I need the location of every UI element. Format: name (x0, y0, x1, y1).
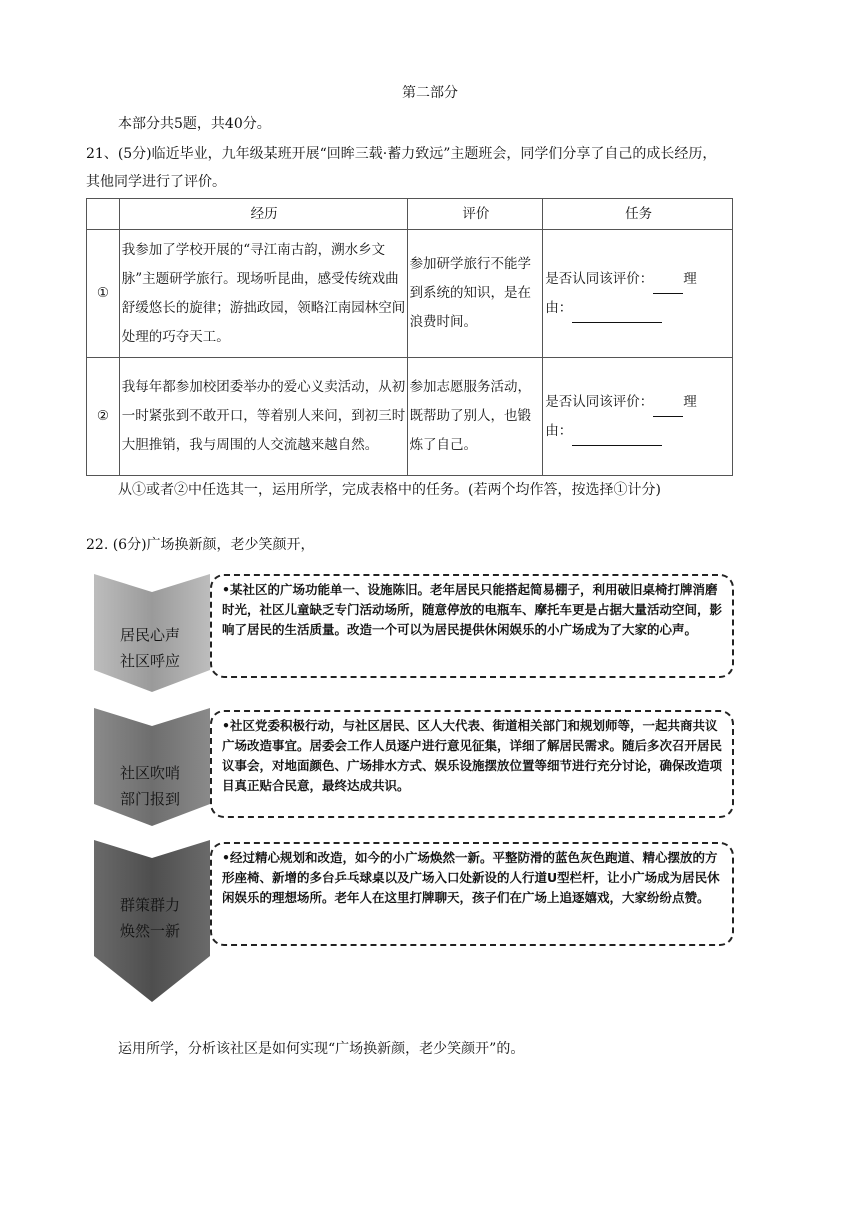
step-arrow-3 (90, 836, 214, 1006)
header-experience: 经历 (119, 199, 407, 230)
table-header-row (87, 199, 733, 230)
step-label-line: 社区呼应 (119, 652, 180, 670)
row-number: ② (87, 358, 120, 476)
task-agree-label: 是否认同该评价： (545, 393, 654, 410)
table-row (87, 358, 733, 476)
row-experience: 我参加了学校开展的“寻江南古韵，溯水乡文脉”主题研学旅行。现场听昆曲，感受传统戏曲舒缓悠长的旋律；游拙政园，领略江南园林空间处理的巧夺天工。 (119, 230, 407, 358)
step-label-line: 焕然一新 (119, 922, 180, 940)
row-task (543, 230, 733, 358)
answer-blank[interactable] (653, 277, 683, 294)
q21-stem-line2: 其他同学进行了评价。 (86, 174, 226, 190)
step-label-line: 居民心声 (119, 626, 180, 644)
step-label-line: 群策群力 (119, 896, 180, 914)
task-reason-label-b: 由： (545, 422, 573, 439)
step-label-1 (90, 622, 210, 674)
q22-stem: 22. (6分)广场换新颜，老少笑颜开， (86, 537, 315, 553)
task-reason-label-b: 由： (545, 299, 573, 316)
answer-blank[interactable] (572, 429, 662, 446)
task-reason-label-a: 理 (683, 393, 697, 410)
q21-table (86, 198, 733, 476)
row-experience: 我每年都参加校团委举办的爱心义卖活动，从初一时紧张到不敢开口，等着别人来问，到初三时大胆推销，我与周围的人交流越来越自然。 (119, 358, 407, 476)
header-empty (87, 199, 120, 230)
step-label-3 (90, 892, 210, 944)
step-text-box-3: •经过精心规划和改造，如今的小广场焕然一新。平整防滑的蓝色灰色跑道、精心摆放的方形座椅、新增的多台乒乓球桌以及广场入口处新设的人行道U型栏杆，让小广场成为居民休闲娱乐的理想场所。老年人在这里打牌聊天，孩子们在广场上追逐嬉戏，大家纷纷点赞。 (210, 842, 734, 946)
answer-blank[interactable] (572, 306, 662, 323)
step-arrow-1 (90, 570, 214, 696)
step-label-line: 部门报到 (119, 790, 180, 808)
header-evaluation: 评价 (407, 199, 543, 230)
step-text-box-1: •某社区的广场功能单一、设施陈旧。老年居民只能搭起简易棚子，利用破旧桌椅打牌消磨时光，社区儿童缺乏专门活动场所，随意停放的电瓶车、摩托车更是占据大量活动空间，影响了居民的生活质量。改造一个可以为居民提供休闲娱乐的小广场成为了大家的心声。 (210, 574, 734, 678)
section-intro: 本部分共5题，共40分。 (118, 116, 271, 132)
row-task (543, 358, 733, 476)
header-task: 任务 (543, 199, 733, 230)
row-number: ① (87, 230, 120, 358)
section-title: 第二部分 (402, 85, 458, 101)
step-arrow-2 (90, 704, 214, 830)
answer-blank[interactable] (653, 400, 683, 417)
q21-stem-line1: 21、(5分)临近毕业，九年级某班开展“回眸三载·蓄力致远”主题班会，同学们分享了自己的成长经历， (86, 146, 717, 162)
table-row (87, 230, 733, 358)
task-reason-label-a: 理 (683, 270, 697, 287)
step-label-line: 社区吹哨 (119, 764, 180, 782)
task-agree-label: 是否认同该评价： (545, 270, 654, 287)
row-evaluation: 参加志愿服务活动，既帮助了别人，也锻炼了自己。 (407, 358, 543, 476)
q21-instruction: 从①或者②中任选其一，运用所学，完成表格中的任务。(若两个均作答，按选择①计分) (118, 482, 661, 498)
step-label-2 (90, 760, 210, 812)
q22-question: 运用所学，分析该社区是如何实现“广场换新颜，老少笑颜开”的。 (118, 1041, 525, 1057)
step-text-box-2: •社区党委积极行动，与社区居民、区人大代表、街道相关部门和规划师等，一起共商共议广场改造事宜。居委会工作人员逐户进行意见征集，详细了解居民需求。随后多次召开居民议事会，对地面颜色、广场排水方式、娱乐设施摆放位置等细节进行充分讨论，确保改造项目真正贴合民意，最终达成共识。 (210, 710, 734, 818)
row-evaluation: 参加研学旅行不能学到系统的知识，是在浪费时间。 (407, 230, 543, 358)
